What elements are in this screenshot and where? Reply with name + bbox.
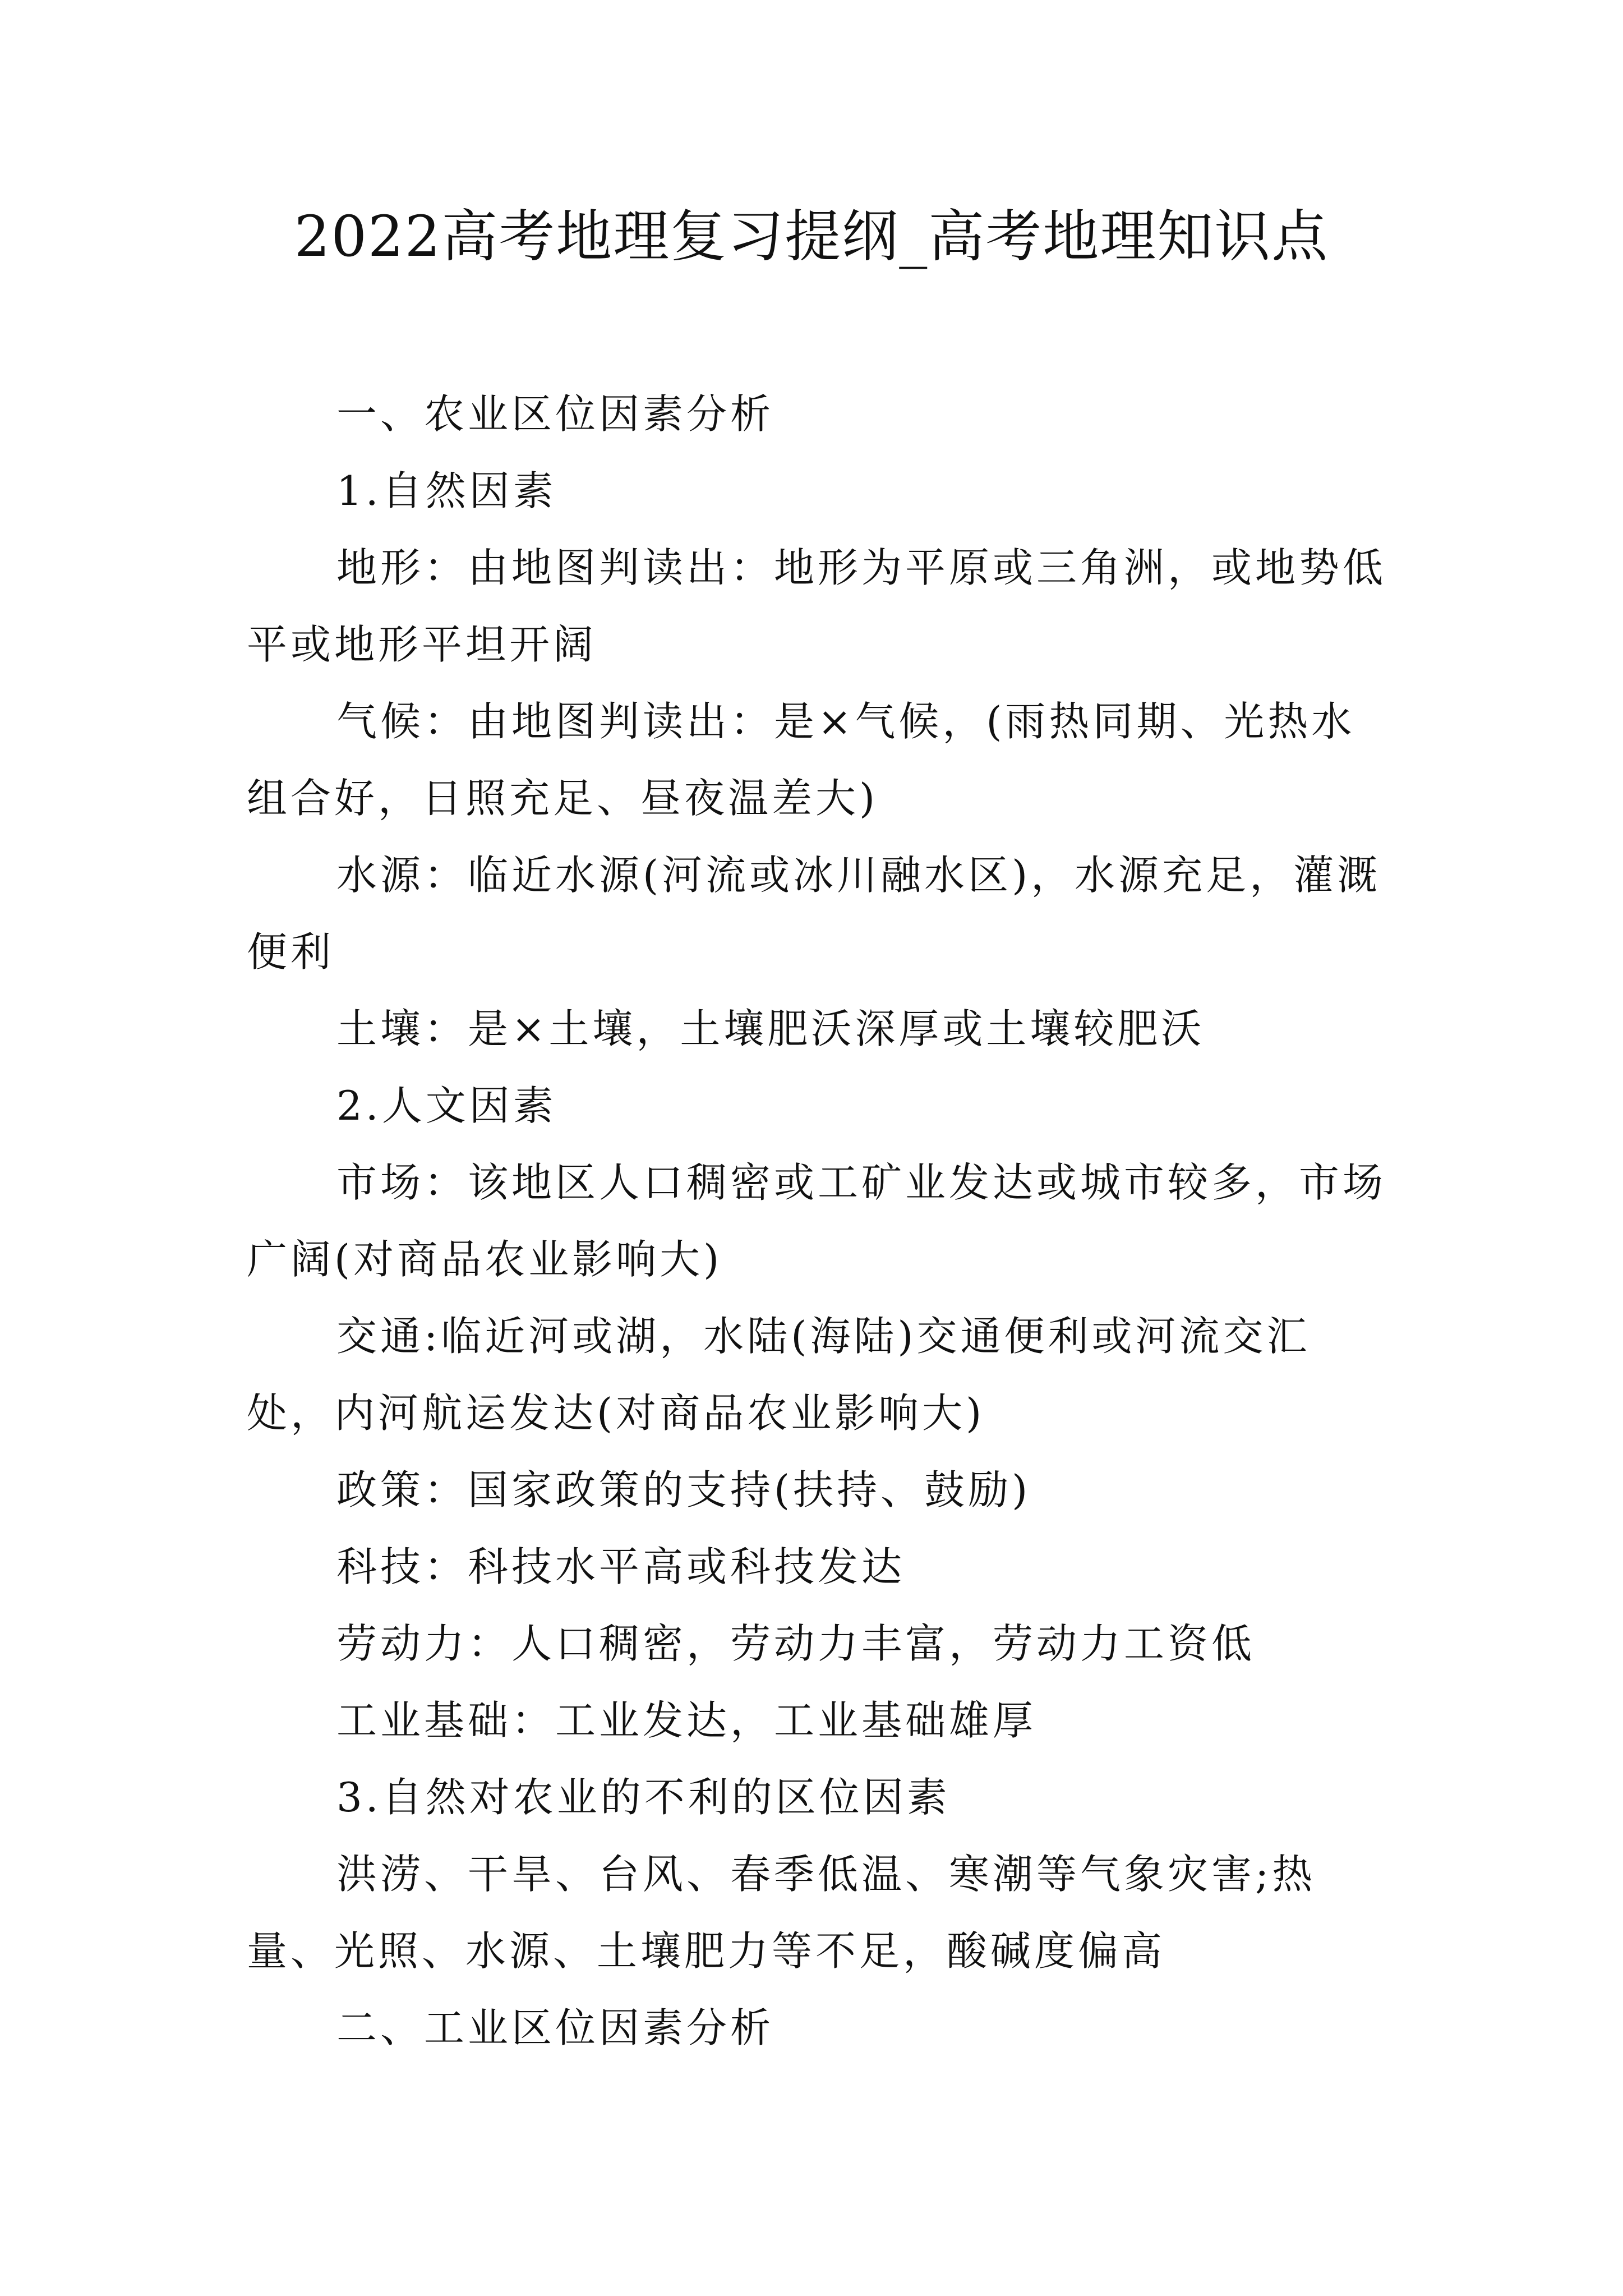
paragraph-disasters: 洪涝、干旱、台风、春季低温、寒潮等气象灾害;热量、光照、水源、土壤肥力等不足，酸碱度偏高 [247, 1851, 1316, 1975]
section-heading-agriculture: 一、农业区位因素分析 [336, 390, 774, 438]
paragraph-industrial-base: 工业基础：工业发达，工业基础雄厚 [336, 1697, 1037, 1744]
paragraph-labor: 劳动力：人口稠密，劳动力丰富，劳动力工资低 [336, 1620, 1256, 1667]
paragraph-transport: 交通:临近河或湖，水陆(海陆)交通便利或河流交汇处，内河航运发达(对商品农业影响大) [247, 1313, 1311, 1437]
subheading-natural-factors: 1.自然因素 [336, 467, 557, 514]
paragraph-water-source: 水源：临近水源(河流或冰川融水区)，水源充足，灌溉便利 [247, 852, 1381, 976]
subheading-unfavorable-factors: 3.自然对农业的不利的区位因素 [336, 1774, 951, 1821]
subheading-human-factors: 2.人文因素 [336, 1082, 557, 1129]
paragraph-soil: 土壤：是×土壤，土壤肥沃深厚或土壤较肥沃 [336, 1005, 1205, 1052]
paragraph-terrain: 地形：由地图判读出：地形为平原或三角洲，或地势低平或地形平坦开阔 [247, 544, 1387, 668]
paragraph-climate: 气候：由地图判读出：是×气候，(雨热同期、光热水组合好，日照充足、昼夜温差大) [247, 698, 1355, 822]
document-title: 2022高考地理复习提纲_高考地理知识点 [294, 204, 1329, 269]
paragraph-policy: 政策：国家政策的支持(扶持、鼓励) [336, 1466, 1031, 1513]
document-body [247, 376, 1391, 2067]
section-heading-industry: 二、工业区位因素分析 [336, 2004, 774, 2051]
paragraph-technology: 科技：科技水平高或科技发达 [336, 1543, 906, 1590]
paragraph-market: 市场：该地区人口稠密或工矿业发达或城市较多，市场广阔(对商品农业影响大) [247, 1159, 1387, 1283]
